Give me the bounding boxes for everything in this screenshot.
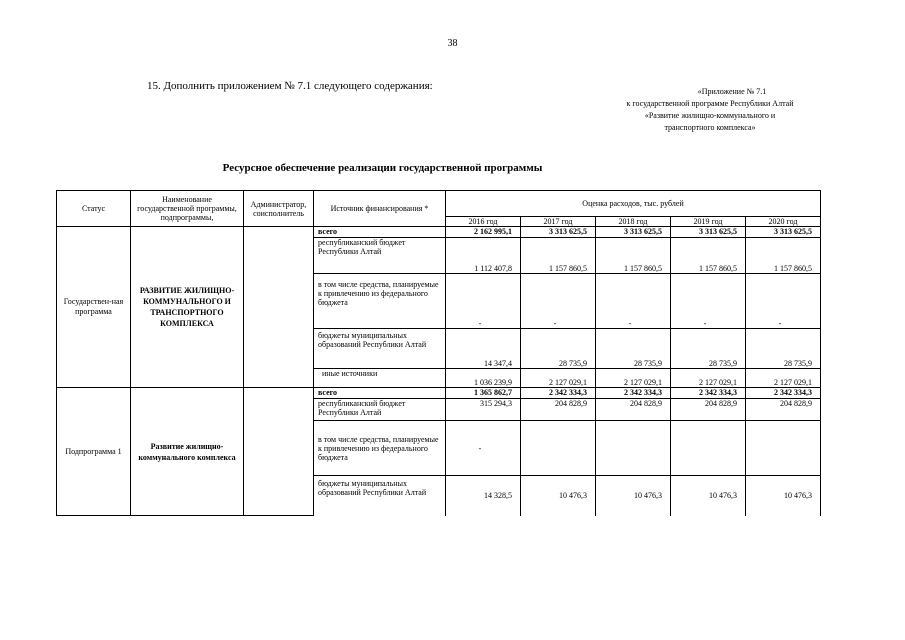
table-row: [57, 227, 821, 238]
value-cell: 2 127 029,1: [596, 369, 671, 388]
value-cell: 28 735,9: [521, 329, 596, 369]
value-cell: 2 127 029,1: [521, 369, 596, 388]
value-cell: 2 342 334,3: [746, 388, 821, 399]
value-cell: [746, 421, 821, 476]
value-cell: 2 342 334,3: [521, 388, 596, 399]
value-cell: 28 735,9: [671, 329, 746, 369]
value-cell: 204 828,9: [746, 399, 821, 421]
value-cell: 14 347,4: [446, 329, 521, 369]
value-cell: 204 828,9: [521, 399, 596, 421]
value-cell: 10 476,3: [521, 476, 596, 516]
administrator-cell: [244, 388, 314, 516]
value-cell: 2 127 029,1: [671, 369, 746, 388]
value-cell: 2 162 995,1: [446, 227, 521, 238]
header-administrator: Администратор, соисполнитель: [244, 191, 314, 227]
value-cell: 10 476,3: [746, 476, 821, 516]
value-cell: 3 313 625,5: [746, 227, 821, 238]
value-cell: 1 365 862,7: [446, 388, 521, 399]
source-cell: в том числе средства, планируемые к привлечению из федерального бюджета: [314, 274, 446, 329]
value-cell: 204 828,9: [671, 399, 746, 421]
value-cell: 1 157 860,5: [671, 238, 746, 274]
value-cell: [671, 421, 746, 476]
value-cell: [596, 421, 671, 476]
value-cell: -: [671, 274, 746, 329]
value-cell: -: [446, 274, 521, 329]
header-year: 2016 год: [446, 217, 521, 227]
value-cell: -: [596, 274, 671, 329]
value-cell: 3 313 625,5: [521, 227, 596, 238]
table-title: Ресурсное обеспечение реализации государственной программы: [222, 162, 543, 174]
program-name-cell: Развитие жилищно-коммунального комплекса: [131, 388, 244, 516]
header-year: 2018 год: [596, 217, 671, 227]
administrator-cell: [244, 227, 314, 388]
program-name-cell: РАЗВИТИЕ ЖИЛИЩНО-КОММУНАЛЬНОГО И ТРАНСПОРТНОГО КОМПЛЕКСА: [131, 227, 244, 388]
value-cell: -: [446, 421, 521, 476]
source-cell: бюджеты муниципальных образований Республики Алтай: [314, 329, 446, 369]
value-cell: [521, 421, 596, 476]
table-row: [57, 388, 821, 399]
source-cell: республиканский бюджет Республики Алтай: [314, 238, 446, 274]
amendment-item-text: 15. Дополнить приложением № 7.1 следующего содержания:: [147, 80, 433, 92]
appendix-line-1: «Приложение № 7.1: [697, 87, 767, 96]
value-cell: 1 157 860,5: [521, 238, 596, 274]
value-cell: 1 036 239,9: [446, 369, 521, 388]
status-cell: Государствен-ная программа: [57, 227, 131, 388]
value-cell: 10 476,3: [596, 476, 671, 516]
value-cell: 2 342 334,3: [671, 388, 746, 399]
header-year: 2019 год: [671, 217, 746, 227]
header-status: Статус: [57, 191, 131, 227]
value-cell: 2 342 334,3: [596, 388, 671, 399]
source-cell: всего: [314, 388, 446, 399]
appendix-line-3: «Развитие жилищно-коммунального и: [644, 111, 776, 120]
value-cell: -: [746, 274, 821, 329]
source-cell: в том числе средства, планируемые к привлечению из федерального бюджета: [314, 421, 446, 476]
value-cell: -: [521, 274, 596, 329]
value-cell: 1 112 407,8: [446, 238, 521, 274]
value-cell: 2 127 029,1: [746, 369, 821, 388]
value-cell: 3 313 625,5: [596, 227, 671, 238]
source-cell: республиканский бюджет Республики Алтай: [314, 399, 446, 421]
source-cell: иные источники: [314, 369, 446, 388]
page-number: 38: [447, 38, 458, 49]
header-financing-source: Источник финансирования *: [314, 191, 446, 227]
source-cell: всего: [314, 227, 446, 238]
appendix-line-4: транспортного комплекса»: [664, 123, 756, 132]
value-cell: 1 157 860,5: [746, 238, 821, 274]
header-estimate: Оценка расходов, тыс. рублей: [446, 191, 821, 217]
value-cell: 315 294,3: [446, 399, 521, 421]
header-year: 2017 год: [521, 217, 596, 227]
appendix-line-2: к государственной программе Республики Алтай: [626, 99, 794, 108]
appendix-header: [600, 86, 820, 134]
header-year: 2020 год: [746, 217, 821, 227]
resource-table: [56, 190, 821, 516]
value-cell: 1 157 860,5: [596, 238, 671, 274]
value-cell: 3 313 625,5: [671, 227, 746, 238]
value-cell: 10 476,3: [671, 476, 746, 516]
value-cell: 14 328,5: [446, 476, 521, 516]
value-cell: 28 735,9: [746, 329, 821, 369]
status-cell: Подпрограмма 1: [57, 388, 131, 516]
value-cell: 204 828,9: [596, 399, 671, 421]
value-cell: 28 735,9: [596, 329, 671, 369]
header-program-name: Наименование государственной программы, подпрограммы,: [131, 191, 244, 227]
source-cell: бюджеты муниципальных образований Республики Алтай: [314, 476, 446, 516]
